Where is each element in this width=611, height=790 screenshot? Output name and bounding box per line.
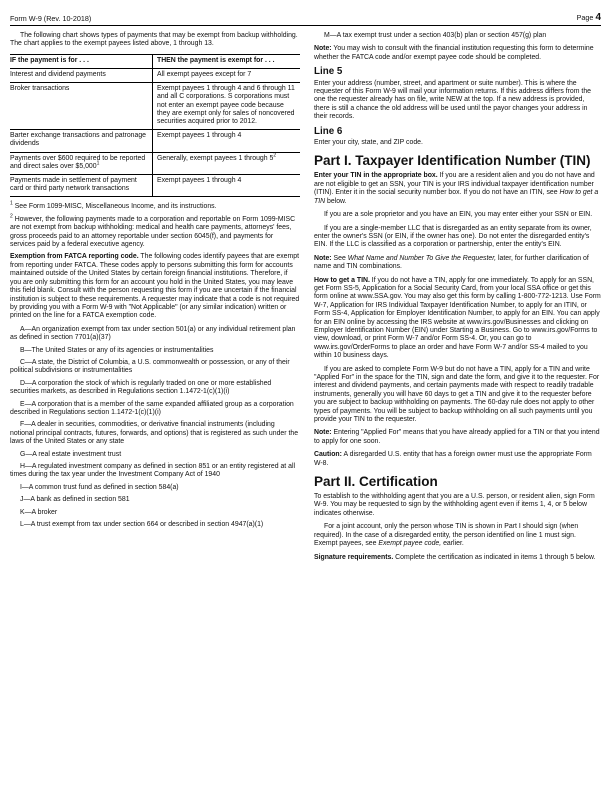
list-item: A—An organization exempt from tax under section 501(a) or any individual retirement plan as defined in section 7701(a)(37) <box>10 325 296 342</box>
table-cell: Broker transactions <box>10 83 153 130</box>
table-cell: All exempt payees except for 7 <box>153 69 301 83</box>
list-item: C—A state, the District of Columbia, a U.S. commonwealth or possession, or any of their political subdivisions or instrumentalities <box>10 358 290 375</box>
table-row <box>10 83 300 130</box>
list-item: D—A corporation the stock of which is regularly traded on one or more established securities markets, as described in Regulations section 1.1472-1(c)(1)(i) <box>10 379 272 396</box>
note-paragraph: Note: You may wish to consult with the financial institution requesting this form to determine whether the FATCA code and/or exempt payee code should be completed. <box>314 45 594 61</box>
sole-proprietor-paragraph: If you are a sole proprietor and you have an EIN, you may enter either your SSN or EIN. <box>324 211 593 219</box>
list-item: M—A tax exempt trust under a section 403(b) plan or section 457(g) plan <box>324 32 547 39</box>
note-paragraph: Note: Entering "Applied For" means that you have already applied for a TIN or that you intend to apply for one soon. <box>314 429 600 445</box>
list-item: F—A dealer in securities, commodities, or derivative financial instruments (including notional principal contracts, futures, forwards, and options) that is registered as such under the laws of the United States or any state <box>10 421 299 446</box>
line5-heading: Line 5 <box>314 66 343 78</box>
form-id: Form W-9 (Rev. 10-2018) <box>10 14 92 23</box>
certification-paragraph: To establish to the withholding agent that you are a U.S. person, or resident alien, sign Form W-9. You may be requested to sign by the withholding agent even if items 1, 4, or 5 below indicates otherwise. <box>314 493 595 517</box>
page-header <box>10 12 601 26</box>
table-cell: Payments over $600 required to be reported and direct sales over $5,000$^1$ <box>10 152 153 174</box>
table-cell: Generally, exempt payees 1 through $5^2$ <box>153 152 301 174</box>
line5-body: Enter your address (number, street, and apartment or suite number). This is where the requester of this Form W-9 will mail your information returns. If this address differs from the one the requester already has on file, write NEW at the top. If a new address is provided, there is still a chance the old address will be used until the payor changes your address in their records. <box>314 79 591 121</box>
chart-intro: The following chart shows types of payments that may be exempt from backup withholding. The chart applies to the exempt payees listed above, 1 through 13. <box>10 32 298 48</box>
how-to-get-tin-paragraph: How to get a TIN. If you do not have a TIN, apply for one immediately. To apply for an SSN, get Form SS-5, Application for a Social Security Card, from your local SSA office or get this form online at www.SSA.gov. You may also get this form by calling 1-800-772-1213. Use Form W-7, Application for IRS Individual Taxpayer Identification Number, to apply for an ITIN, or Form SS-4, Application for Employer Identification Number, to apply for an EIN. You can apply for an EIN online by accessing the IRS website at www.irs.gov/Businesses and clicking on Employer Identification Number (EIN) under Starting a Business. Go to www.irs.gov/Forms to view, download, or print Form W-7 and/or Form SS-4. Or, you can go to www.irs.gov/OrderForms to place an order and have Form W-7 and/or SS-4 mailed to you within 10 business days. <box>314 276 601 360</box>
table-cell: Interest and dividend payments <box>10 69 153 83</box>
list-item: H—A regulated investment company as defined in section 851 or an entity registered at all times during the tax year under the Investment Company Act of 1940 <box>10 463 296 479</box>
part1-title: Part I. Taxpayer Identification Number (TIN) <box>314 153 591 169</box>
list-item: E—A corporation that is a member of the same expanded affiliated group as a corporation described in Regulations section 1.1472-1(c)(1)(i) <box>10 400 294 416</box>
table-header-row <box>10 54 300 68</box>
table-row <box>10 130 300 152</box>
table-cell: Exempt payees 1 through 4 and 6 through 11 and all C corporations. S corporations must not enter an exempt payee code because they are exempt only for sales of noncovered securities acquired prior to 2012. <box>153 83 301 130</box>
list-item: J—A bank as defined in section 581 <box>20 496 130 504</box>
table-row <box>10 152 300 174</box>
part2-title: Part II. Certification <box>314 474 438 490</box>
list-item: K—A broker <box>20 508 58 516</box>
table-cell: Exempt payees 1 through 4 <box>153 130 301 152</box>
list-item: B—The United States or any of its agencies or instrumentalities <box>20 346 214 354</box>
signature-requirements-paragraph: Signature requirements. Complete the certification as indicated in items 1 through 5 below. <box>314 553 596 561</box>
table-cell: Barter exchange transactions and patronage dividends <box>10 130 153 152</box>
table-row <box>10 69 300 83</box>
left-column <box>10 32 300 533</box>
fatca-paragraph: Exemption from FATCA reporting code. The following codes identify payees that are exempt from reporting under FATCA. These codes apply to persons submitting this form for accounts maintained outside of the United States by certain foreign financial institutions. Therefore, if you are only submitting this form for an account you hold in the United States, you may leave this field blank. Consult with the person requesting this form if you are uncertain if the financial institution is subject to these requirements. A requester may indicate that a code is not required by providing you with a Form W-9 with "Not Applicable" (or any similar indication) written or printed on the line for a FATCA exemption code. <box>10 253 300 320</box>
table-cell: Exempt payees 1 through 4 <box>153 175 301 197</box>
joint-account-paragraph: For a joint account, only the person whose TIN is shown in Part I should sign (when required). In the case of a disregarded entity, the person identified on line 1 must sign. Exempt payees, see Exempt payee code, earlier. <box>314 523 579 548</box>
line6-heading: Line 6 <box>314 125 343 137</box>
line6-body: Enter your city, state, and ZIP code. <box>314 139 423 147</box>
list-item: I—A common trust fund as defined in section 584(a) <box>20 483 179 491</box>
table-header: THEN the payment is exempt for . . . <box>153 54 301 68</box>
tin-paragraph: Enter your TIN in the appropriate box. If you are a resident alien and you do not have and are not eligible to get an SSN, your TIN is your IRS individual taxpayer identification number (ITIN). Enter it in the social security number box. If you do not have an ITIN, see How to get a TIN below. <box>314 172 599 205</box>
table-cell: Payments made in settlement of payment card or third party network transactions <box>10 175 153 197</box>
page-number: Page 4 <box>576 12 601 23</box>
note-paragraph: Note: See What Name and Number To Give the Requester, later, for further clarification of name and TIN combinations. <box>314 254 589 271</box>
table-row <box>10 175 300 197</box>
llc-paragraph: If you are a single-member LLC that is disregarded as an entity separate from its owner, enter the owner's SSN (or EIN, if the owner has one). Do not enter the disregarded entity's EIN. If the LLC is classified as a corporation or partnership, enter the entity's EIN. <box>314 224 592 249</box>
footnote-1: $^1$ See Form 1099-MISC, Miscellaneous Income, and its instructions. <box>10 201 217 211</box>
footnote-2: $^2$ However, the following payments made to a corporation and reportable on Form 1099-MISC are not exempt from backup withholding: medical and health care payments, attorneys' fees, gross proceeds paid to an attorney reportable under section 6045(f), and payments for services paid by a federal executive agency. <box>10 213 296 249</box>
fatca-code-list <box>10 326 300 530</box>
right-column <box>314 32 601 567</box>
applied-for-paragraph: If you are asked to complete Form W-9 but do not have a TIN, apply for a TIN and write "Applied For" in the space for the TIN, sign and date the form, and give it to the requester. For interest and dividend payments, and certain payments made with respect to readily tradable instruments, generally you will have 60 days to get a TIN and give it to the requester before you are subject to backup withholding on payments. The 60-day rule does not apply to other types of payments. You will be subject to backup withholding on all such payments until you provide your TIN to the requester. <box>314 365 600 424</box>
table-header: IF the payment is for . . . <box>10 54 153 68</box>
exempt-payment-table <box>10 54 300 198</box>
caution-paragraph: Caution: A disregarded U.S. entity that has a foreign owner must use the appropriate Form W-8. <box>314 451 592 467</box>
list-item: G—A real estate investment trust <box>20 450 122 458</box>
list-item: L—A trust exempt from tax under section 664 or described in section 4947(a)(1) <box>20 521 264 529</box>
